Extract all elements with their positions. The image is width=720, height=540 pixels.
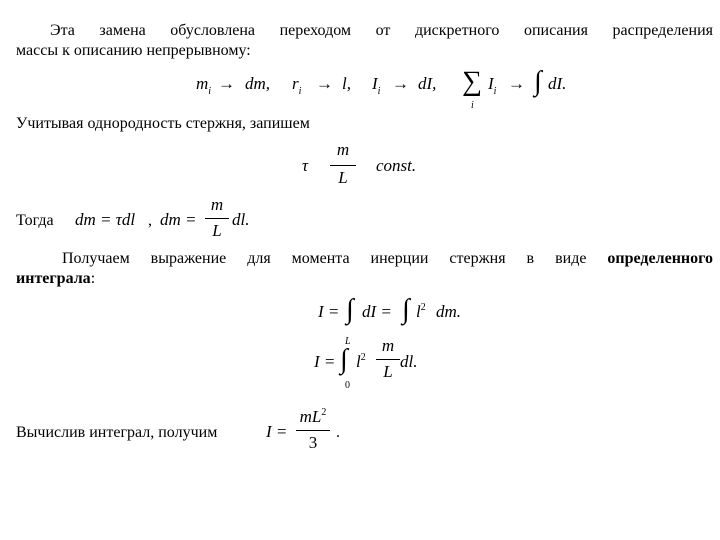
integral-symbol: ∫ xyxy=(534,66,542,97)
result-I: I = xyxy=(266,422,288,441)
comma: , xyxy=(148,212,152,229)
fraction-m-over-L: m L xyxy=(205,195,229,245)
paragraph-5: Вычислив интеграл, получим xyxy=(16,424,218,441)
paragraph-4-line-2: интеграла: xyxy=(16,270,96,287)
equation-dl: dl. xyxy=(232,210,250,229)
integral-symbol: ∫ xyxy=(340,344,348,375)
paragraph-2: Учитывая однородность стержня, запишем xyxy=(16,115,310,132)
paragraph-3-then: Тогда xyxy=(16,212,54,229)
lower-limit: 0 xyxy=(345,380,350,391)
period: . xyxy=(336,424,340,441)
fraction-m-over-L: m L xyxy=(376,336,400,386)
fraction-bar xyxy=(205,218,229,219)
integral-symbol: ∫ xyxy=(402,294,410,325)
fraction-bar xyxy=(330,165,356,166)
equation-dm-left: dm = xyxy=(160,210,197,229)
fraction-mL2-over-3: $mL^2$ 3 xyxy=(296,407,330,457)
paragraph-4-line-1: Получаем выражение для момента инерции стержня в виде определенного xyxy=(62,250,713,267)
upper-limit: L xyxy=(345,336,351,347)
equation-dm-tau-dl: dm = τdl xyxy=(75,210,136,229)
sum-symbol: ∑ xyxy=(462,66,482,97)
paragraph-1-line-2: массы к описанию непрерывному: xyxy=(16,42,251,59)
paragraph-1-line-1: Эта замена обусловлена переходом от дискретного описания распределения xyxy=(50,22,713,39)
integral-symbol: ∫ xyxy=(346,294,354,325)
fraction-bar xyxy=(296,430,330,431)
fraction-bar xyxy=(376,359,400,360)
